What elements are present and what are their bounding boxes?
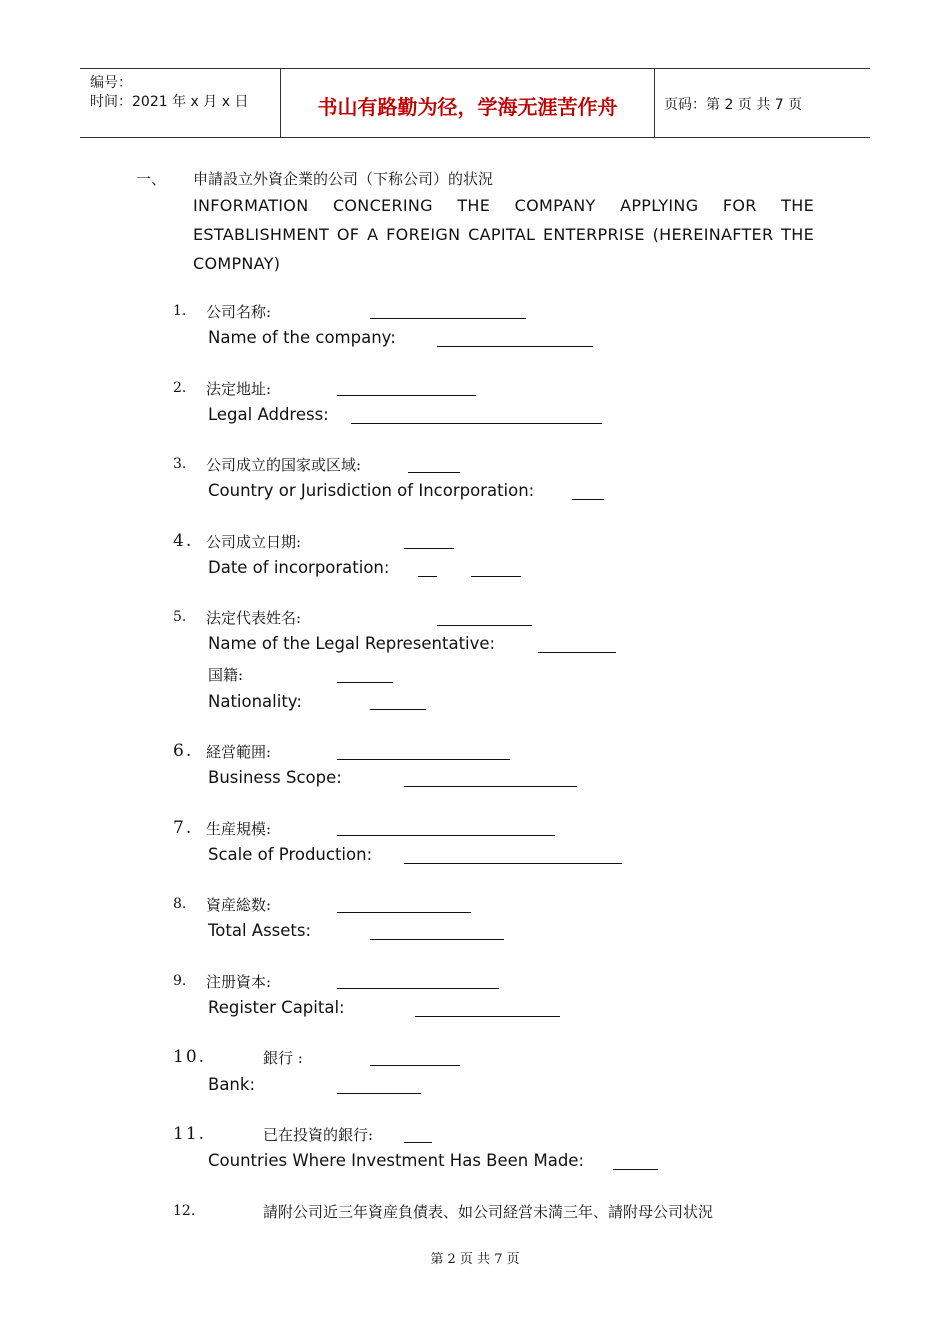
blank-line: [404, 786, 577, 787]
item-label-en: Scale of Production:: [208, 845, 373, 864]
item-label-cn: 已在投資的銀行:: [263, 1126, 374, 1144]
blank-line: [337, 835, 555, 836]
blank-line: [437, 346, 593, 347]
item-number: 9.: [173, 973, 187, 989]
item-label-cn: 銀行 :: [263, 1049, 303, 1067]
item-label-cn: 資産総数:: [206, 896, 272, 914]
item-label-en: Business Scope:: [208, 768, 342, 787]
blank-line: [370, 939, 504, 940]
item-number: 3.: [173, 456, 187, 472]
item-number: 10.: [173, 1047, 207, 1067]
blank-line: [415, 1016, 560, 1017]
item-label-en: Register Capital:: [208, 998, 345, 1017]
page-info: 页码：第 2 页 共 7 页: [664, 97, 803, 113]
blank-line: [337, 682, 393, 683]
blank-line: [408, 472, 460, 473]
header-motto-cell: [280, 69, 655, 137]
item-number: 7.: [173, 818, 194, 838]
serial-label: 编号：: [90, 75, 132, 91]
item-label-cn: 法定代表姓名:: [206, 609, 302, 627]
section-number: 一、: [136, 170, 167, 188]
item-number: 6.: [173, 741, 194, 761]
blank-line: [337, 759, 510, 760]
item-label-cn: 公司成立的国家或区域:: [206, 456, 362, 474]
motto: 书山有路勤为径，学海无涯苦作舟: [317, 95, 618, 119]
section-title-en: INFORMATION CONCERING THE COMPANY APPLYING FOR THE ESTABLISHMENT OF A FOREIGN CAPITAL ENTERPRISE (HEREINAFTER THE COMPNAY): [193, 196, 814, 273]
blank-line: [538, 652, 616, 653]
blank-line: [471, 576, 521, 577]
header-page-cell: [654, 69, 870, 137]
item-label-en: Legal Address:: [208, 405, 329, 424]
item-label-en: Total Assets:: [208, 921, 312, 940]
item-label-en: Country or Jurisdiction of Incorporation:: [208, 481, 535, 500]
item-label-cn: 注册資本:: [206, 973, 272, 991]
item-label-cn: 経営範囲:: [206, 743, 272, 761]
blank-line: [613, 1169, 658, 1170]
blank-line: [337, 395, 476, 396]
section-title-cn: 申請設立外資企業的公司（下称公司）的状況: [193, 170, 494, 188]
item-label-en: Name of the Legal Representative:: [208, 634, 496, 653]
blank-line: [337, 988, 499, 989]
item-label-cn: 請附公司近三年資産負債表、如公司経営未満三年、請附母公司状況: [263, 1203, 714, 1221]
nationality-label-en: Nationality:: [208, 692, 302, 711]
blank-line: [437, 625, 532, 626]
item-label-cn: 公司成立日期:: [206, 533, 302, 551]
item-label-en: Date of incorporation:: [208, 558, 390, 577]
blank-line: [370, 709, 426, 710]
header-info-cell: [80, 69, 280, 137]
item-label-en: Bank:: [208, 1075, 256, 1094]
item-number: 2.: [173, 380, 187, 396]
blank-line: [404, 863, 622, 864]
blank-line: [404, 548, 454, 549]
blank-line: [337, 912, 471, 913]
blank-line: [351, 423, 602, 424]
blank-line: [370, 1065, 460, 1066]
item-label-cn: 公司名称:: [206, 303, 272, 321]
page-footer: 第 2 页 共 7 页: [430, 1252, 520, 1267]
item-number: 8.: [173, 896, 187, 912]
item-number: 4.: [173, 531, 194, 551]
nationality-label-cn: 国籍:: [208, 666, 244, 684]
item-number: 1.: [173, 303, 187, 319]
blank-line: [572, 499, 604, 500]
item-number: 5.: [173, 609, 187, 625]
blank-line: [337, 1093, 421, 1094]
blank-line: [418, 576, 437, 577]
item-number: 12.: [173, 1203, 196, 1219]
blank-line: [370, 318, 526, 319]
document-header: [80, 68, 870, 138]
item-label-cn: 生産規模:: [206, 820, 272, 838]
item-label-en: Name of the company:: [208, 328, 396, 347]
time-label: 时间：2021 年 x 月 x 日: [90, 94, 249, 110]
blank-line: [404, 1142, 432, 1143]
item-label-en: Countries Where Investment Has Been Made:: [208, 1151, 585, 1170]
item-label-cn: 法定地址:: [206, 380, 272, 398]
item-number: 11.: [173, 1124, 207, 1144]
